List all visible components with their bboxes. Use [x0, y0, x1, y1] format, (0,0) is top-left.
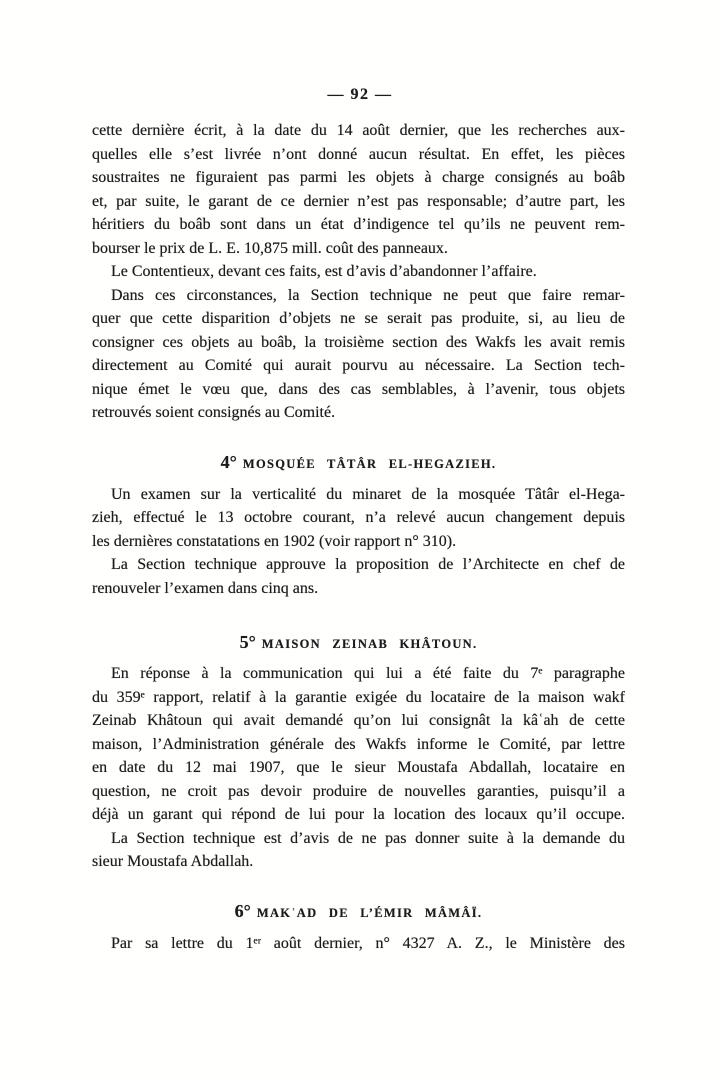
section-heading-6	[92, 900, 625, 923]
text-line: déjà un garant qui répond de lui pour la location des locaux qu’il occupe.	[92, 806, 625, 823]
paragraph	[92, 932, 625, 956]
text-line: consigner ces objets au boâb, la troisième section des Wakfs les avait remis	[92, 333, 625, 351]
paragraph	[92, 662, 625, 827]
text-line: Le Contentieux, devant ces faits, est d’avis d’abandonner l’affaire.	[111, 263, 537, 280]
text-line: retrouvés soient consignés au Comité.	[92, 404, 336, 421]
paragraph	[92, 553, 625, 600]
text-line: cette dernière écrit, à la date du 14 août dernier, que les recherches aux-	[92, 122, 625, 139]
page-number-header: — 92 —	[327, 86, 393, 103]
text-line: nique émet le vœu que, dans des cas semblables, à l’avenir, tous objets	[92, 380, 625, 398]
section-number: 5°	[239, 632, 256, 652]
text-line: sieur Moustafa Abdallah.	[92, 853, 254, 870]
text-line: bourser le prix de L. E. 10,875 mill. coût des panneaux.	[92, 239, 448, 257]
section-number: 4°	[220, 451, 237, 472]
text-block	[92, 119, 625, 955]
text-line: héritiers du boâb sont dans un état d’indigence tel qu’ils ne peuvent rem-	[92, 216, 625, 233]
section-heading-5	[92, 631, 625, 654]
section-title: MAISON ZEINAB KHÂTOUN.	[261, 637, 478, 651]
text-line: directement au Comité qui aurait pourvu au nécessaire. La Section tech-	[92, 357, 625, 374]
text-line: zieh, effectué le 13 octobre courant, n’a relevé aucun changement depuis	[92, 509, 625, 526]
text-line: La Section technique est d’avis de ne pas donner suite à la demande du	[111, 829, 625, 847]
paragraph	[92, 827, 625, 874]
text-line: La Section technique approuve la proposition de l’Architecte en chef de	[111, 556, 625, 573]
text-line: en date du 12 mai 1907, que le sieur Moustafa Abdallah, locataire en	[92, 759, 625, 776]
text-line: du 359ᵉ rapport, relatif à la garantie exigée du locataire de la maison wakf	[92, 688, 625, 706]
text-line: question, ne croit pas devoir produire de nouvelles garanties, puisqu’il a	[92, 782, 625, 800]
section-title: MOSQUÉE TÂTÂR EL-HEGAZIEH.	[242, 456, 497, 471]
paragraph	[92, 119, 625, 260]
text-line: quer que cette disparition d’objets ne se serait pas produite, si, au lieu de	[92, 310, 625, 327]
text-line: Par sa lettre du 1ᵉʳ août dernier, n° 4327 A. Z., le Ministère des	[111, 934, 625, 952]
paragraph	[92, 483, 625, 554]
text-line: quelles elle s’est livrée n’ont donné aucun résultat. En effet, les pièces	[92, 145, 625, 163]
text-line: maison, l’Administration générale des Wakfs informe le Comité, par lettre	[92, 735, 625, 753]
text-line: soustraites ne figuraient pas parmi les objets à charge consignés au boâb	[92, 169, 625, 186]
text-line: et, par suite, le garant de ce dernier n’est pas responsable; d’autre part, les	[92, 192, 625, 210]
text-line: Zeinab Khâtoun qui avait demandé qu’on lui consignât la kâʿah de cette	[92, 712, 625, 729]
section-heading-4	[92, 451, 625, 474]
text-line: En réponse à la communication qui lui a été faite du 7ᵉ paragraphe	[111, 665, 625, 682]
text-line: Un examen sur la verticalité du minaret de la mosquée Tâtâr el-Hega-	[111, 485, 625, 503]
text-line: les dernières constatations en 1902 (voir rapport n° 310).	[92, 532, 457, 550]
section-number: 6°	[234, 900, 251, 921]
text-line: Dans ces circonstances, la Section technique ne peut que faire remar-	[111, 286, 625, 304]
paragraph	[92, 260, 625, 284]
paragraph	[92, 284, 625, 425]
text-line: renouveler l’examen dans cinq ans.	[92, 579, 319, 597]
section-title: MAKʿAD DE L’ÉMIR MÂMÂÏ.	[256, 905, 483, 920]
